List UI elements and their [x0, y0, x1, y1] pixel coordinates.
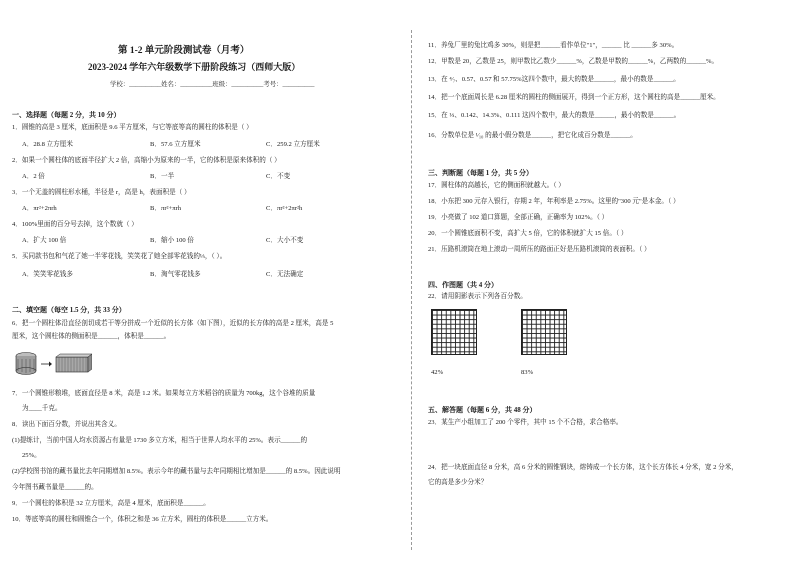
question-8-2-line1: (2)学校图书馆的藏书量比去年同期增加 8.5%。表示今年的藏书量与去年同期相比增加是______的 8.5%。因此说明	[12, 468, 341, 475]
cylinder-to-cuboid-figure	[14, 351, 92, 377]
q5-option-b[interactable]: B．淘气零花钱多	[150, 271, 201, 278]
question-19: 19．小亮做了 102 道口算题，全部正确，正确率为 102%。（ ）	[428, 214, 609, 221]
question-8: 8．读出下面百分数，并说出其含义。	[12, 421, 121, 428]
question-17: 17．圆柱体的高越长，它的侧面积就越大。（ ）	[428, 182, 565, 189]
question-4: 4．100%里面的百分号去掉，这个数就（ ）	[12, 221, 138, 228]
question-2: 2．如果一个圆柱体的底面半径扩大 2 倍，高缩小为原来的一半，它的体积是原来体积的（ ）	[12, 157, 281, 164]
q4-option-a[interactable]: A．扩大 100 倍	[22, 237, 67, 244]
q1-option-c[interactable]: C．259.2 立方厘米	[266, 141, 320, 148]
question-7-line2: 为____千克。	[22, 405, 62, 412]
question-21: 21．压路机滚筒在地上滚动一周所压的路面正好是压路机滚筒的表面积。（ ）	[428, 246, 651, 253]
q5-option-c[interactable]: C．无法确定	[266, 271, 304, 278]
hundred-grid-1[interactable]	[431, 309, 477, 355]
question-12: 12．甲数是 20，乙数是 25，则甲数比乙数少______%，乙数是甲数的______%，乙两数的______%。	[428, 58, 719, 65]
student-info-line: 学校：__________姓名：__________班级：__________考号：__________	[110, 81, 315, 88]
q3-option-a[interactable]: A．πr²+2πrh	[22, 205, 57, 212]
exam-title: 第 1-2 单元阶段测试卷（月考）	[118, 46, 250, 56]
hundred-grid-2[interactable]	[521, 309, 567, 355]
question-6-line2: 厘米，这个圆柱体的侧面积是______，体积是______。	[12, 333, 171, 340]
question-1: 1．圆锥的高是 3 厘米，底面积是 9.6 平方厘米，与它等底等高的圆柱的体积是（ ）	[12, 124, 253, 131]
question-10: 10．等底等高的圆柱和圆锥合一个，体积之和是 36 立方米，圆柱的体积是______立方米。	[12, 516, 273, 523]
q3-option-b[interactable]: B．πr²+πrh	[150, 205, 182, 212]
grid-2-label: 83%	[521, 369, 534, 376]
question-8-1-line2: 25%。	[22, 452, 41, 459]
question-22: 22．请用阴影表示下列各百分数。	[428, 293, 527, 300]
question-13: 13．在 ⁴⁄₇、0.57、0.57̇ 和 57.75%这四个数中，最大的数是______，最小的数是______。	[428, 76, 680, 83]
section-solve: 五、解答题（每题 6 分，共 48 分）	[428, 406, 537, 414]
question-15: 15．在 ⅓、0.142、14.3%、0.111 这四个数中，最大的数是______，最小的数是______。	[428, 112, 681, 119]
question-11: 11．养兔厂里的兔比鸡多 30%，则是把______看作单位"1"，______ 比 ______多 30%。	[428, 42, 679, 49]
question-3: 3．一个无盖的圆柱形水桶，半径是 r，高是 h，表面积是（ ）	[12, 189, 191, 196]
question-24-line1: 24．把一块底面直径 8 分米，高 6 分米的圆锥钢块，熔铸成一个长方体，这个长方体长 4 分米，宽 2 分米，	[428, 464, 738, 471]
question-5: 5．买同款书包和气花了她一半零花钱，笑笑花了她全部零花钱的⅓，（ ）。	[12, 253, 227, 260]
grid-1-label: 42%	[431, 369, 444, 376]
q3-option-c[interactable]: C．πr²+2πr²h	[266, 205, 303, 212]
section-choice: 一、选择题（每题 2 分，共 10 分）	[12, 111, 121, 119]
section-true-false: 三、判断题（每题 1 分，共 5 分）	[428, 169, 533, 177]
question-9: 9．一个圆柱的体积是 32 立方厘米，高是 4 厘米，底面积是______。	[12, 500, 210, 507]
exam-subtitle: 2023-2024 学年六年级数学下册阶段练习（西师大版）	[88, 62, 301, 72]
section-drawing: 四、作图题（共 4 分）	[428, 281, 498, 289]
question-23: 23．某生产小组加工了 200 个零件，其中 15 个不合格，求合格率。	[428, 419, 623, 426]
q5-option-a[interactable]: A．笑笑零花钱多	[22, 271, 73, 278]
question-24-line2: 它的高是多少分米？	[428, 479, 488, 486]
q4-option-c[interactable]: C．大小不变	[266, 237, 304, 244]
question-7-line1: 7．一个圆锥形粮堆，底面直径是 8 米，高是 1.2 米。如果每立方米稻谷的质量为 700kg，这个谷堆的质量	[12, 390, 316, 397]
question-8-1-line1: (1)提练计，当前中国人均水资源占有量是 1730 多立方米，相当于世界人均水平的 25%。表示______的	[12, 437, 308, 444]
section-fill-blank: 二、填空题（每空 1.5 分，共 33 分）	[12, 306, 126, 314]
right-page	[397, 0, 794, 562]
q4-option-b[interactable]: B．缩小 100 倍	[150, 237, 194, 244]
q1-option-b[interactable]: B．57.6 立方厘米	[150, 141, 201, 148]
question-8-2-line2: 今年图书藏书量是______的。	[12, 484, 98, 491]
question-18: 18．小东把 300 元存入银行，存期 2 年，年利率是 2.75%。这里的"300 元"是本金。（ ）	[428, 198, 680, 205]
question-6-line1: 6．把一个圆柱体沿直径剖切成若干等分拼成一个近似的长方体（如下图），近似的长方体的高是 2 厘米，高是 5	[12, 320, 334, 327]
q2-option-b[interactable]: B．一半	[150, 173, 175, 180]
question-20: 20．一个圆锥底面积不变，高扩大 5 倍，它的体积就扩大 15 倍。（ ）	[428, 230, 628, 237]
q2-option-c[interactable]: C．不变	[266, 173, 291, 180]
q1-option-a[interactable]: A．28.8 立方厘米	[22, 141, 73, 148]
q2-option-a[interactable]: A．2 倍	[22, 173, 45, 180]
question-16: 16．分数单位是 ¹⁄₁₀ 的最小假分数是______，把它化成百分数是______。	[428, 132, 637, 139]
question-14: 14．把一个底面周长是 6.28 厘米的圆柱的侧面展开，得到一个正方形，这个圆柱的高是______厘米。	[428, 94, 720, 101]
